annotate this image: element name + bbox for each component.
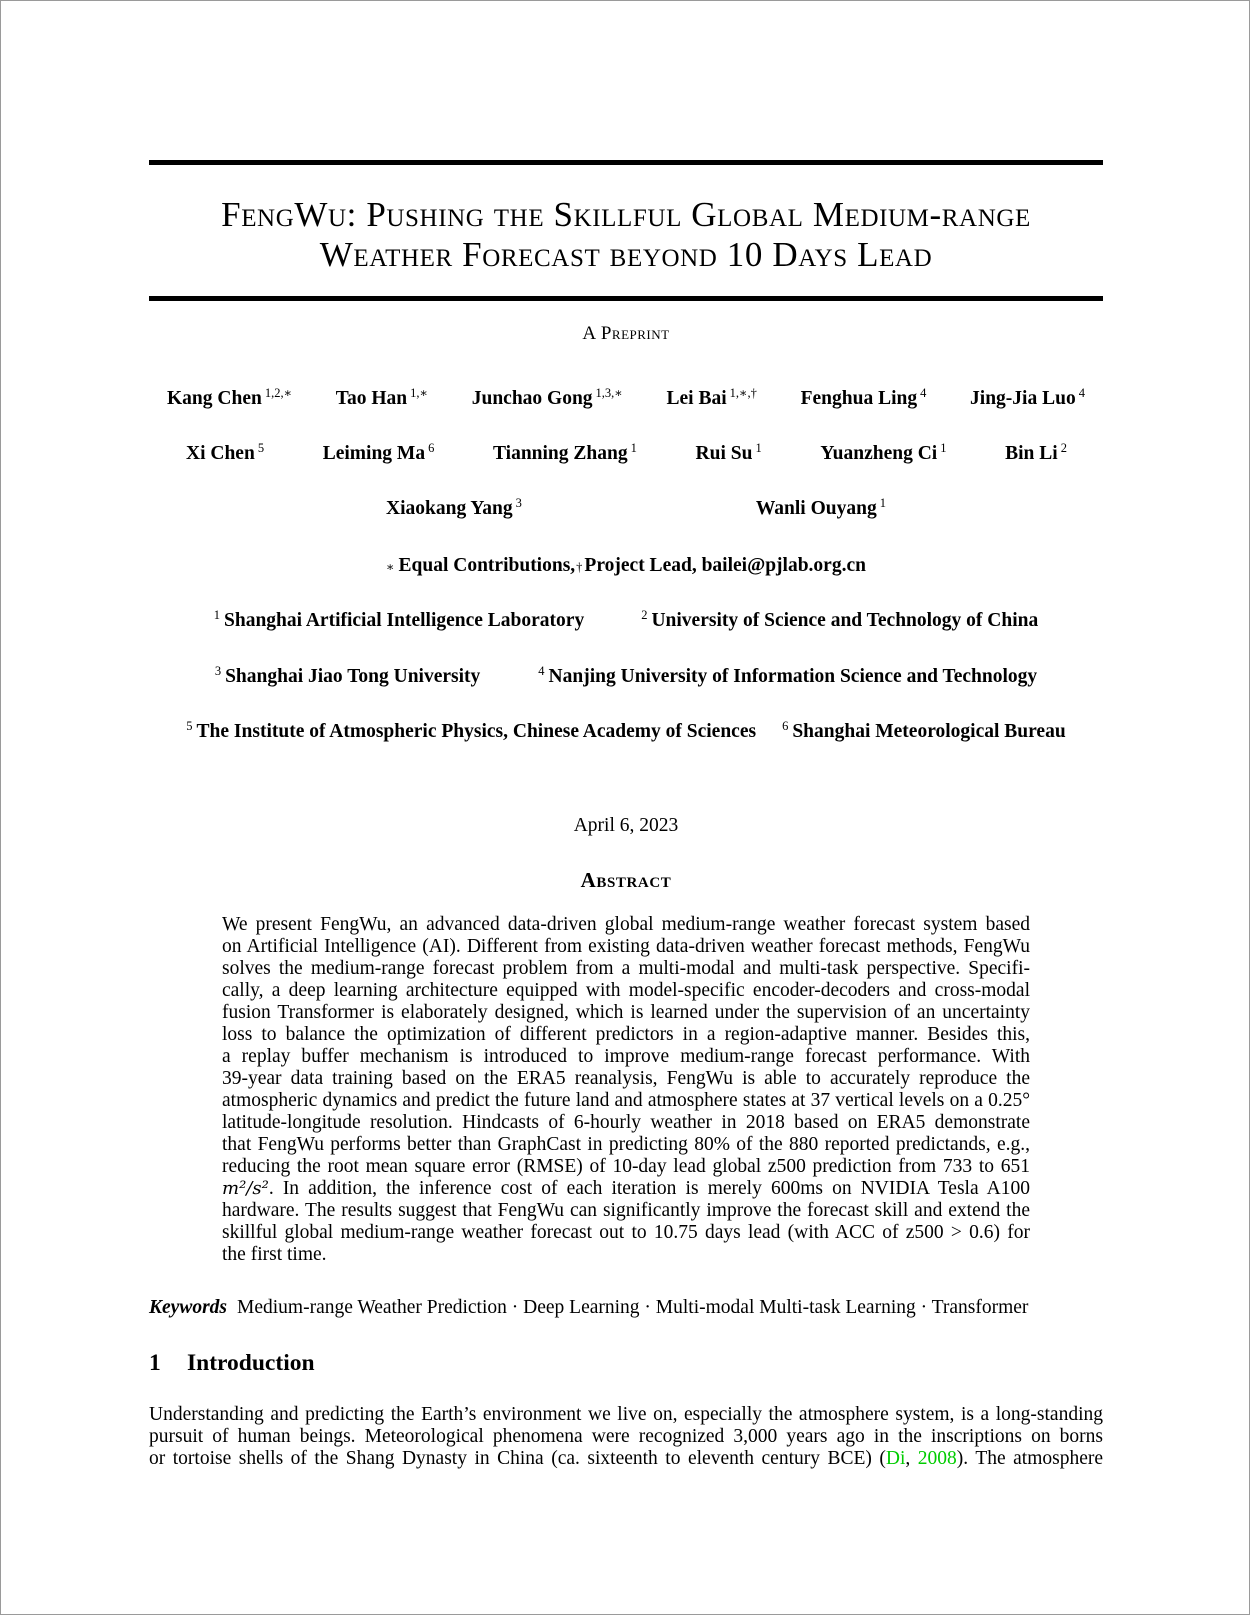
abstract-line: loss to balance the optimization of different predictors in a region-adaptive manner. Besides this, <box>222 1024 1030 1045</box>
author-row-2 <box>149 443 1103 465</box>
abstract-line: cally, a deep learning architecture equipped with model-specific encoder-decoders and cross-modal <box>222 980 1030 1001</box>
title-top-rule <box>149 160 1103 165</box>
abstract-body <box>222 914 1030 1266</box>
citation-link[interactable]: Di, 2008 <box>885 1448 957 1469</box>
preprint-label: A Preprint <box>582 323 670 344</box>
author: Tao Han $^{1,∗}$ <box>335 386 429 409</box>
contribution-note: ∗ Equal Contributions, † Project Lead, bailei@pjlab.org.cn <box>386 555 866 576</box>
math-units: m²/s² <box>222 1178 269 1199</box>
publication-date: April 6, 2023 <box>573 815 679 836</box>
intro-line: pursuit of human beings. Meteorological phenomena were recognized 3,000 years ago in the inscriptions on borns <box>149 1426 1103 1447</box>
affiliation: $^3$ Shanghai Jiao Tong University <box>214 664 481 687</box>
abstract-line: fusion Transformer is elaborately designed, which is learned under the supervision of an uncertainty <box>222 1002 1030 1023</box>
abstract-line: latitude-longitude resolution. Hindcasts of 6-hourly weather in 2018 based on ERA5 demonstrate <box>222 1112 1030 1133</box>
section-title: Introduction <box>187 1350 315 1376</box>
author: Bin Li $^2$ <box>1005 441 1067 464</box>
affiliation: $^6$ Shanghai Meteorological Bureau <box>782 719 1066 742</box>
abstract-line: that FengWu performs better than GraphCast in predicting 80% of the 880 reported predictands, e.g., <box>222 1134 1030 1155</box>
title-line-2: Weather Forecast beyond 10 Days Lead <box>319 235 933 274</box>
author: Lei Bai $^{1,∗,\dagger}$ <box>666 386 757 409</box>
contact-email: Project Lead, bailei@pjlab.org.cn <box>584 555 866 576</box>
abstract-line: m²/s². In addition, the inference cost of each iteration is merely 600ms on NVIDIA Tesla A100 <box>222 1178 1030 1199</box>
title-bottom-rule <box>149 296 1103 301</box>
abstract-line: the first time. <box>222 1244 327 1265</box>
author: Xiaokang Yang $^3$ <box>386 496 522 519</box>
affiliation-row-3 <box>149 721 1103 743</box>
abstract-line: on Artificial Intelligence (AI). Different from existing data-driven weather forecast methods, FengWu <box>222 936 1030 957</box>
author: Leiming Ma $^6$ <box>322 441 435 464</box>
affiliation: $^1$ Shanghai Artificial Intelligence Laboratory <box>213 608 585 631</box>
keywords-label: Keywords <box>149 1297 227 1318</box>
abstract-line: a replay buffer mechanism is introduced to improve medium-range forecast performance. With <box>222 1046 1030 1067</box>
author-row-3 <box>149 498 1103 520</box>
affiliation: $^4$ Nanjing University of Information Science and Technology <box>538 664 1038 687</box>
intro-line: or tortoise shells of the Shang Dynasty in China (ca. sixteenth to eleventh century BCE) (Di, 2008). The atmosphere <box>149 1448 1104 1469</box>
affiliation-row-2 <box>149 666 1103 688</box>
intro-paragraph <box>149 1404 1103 1470</box>
author: Rui Su $^1$ <box>695 441 762 464</box>
affiliation-row-1 <box>149 610 1103 632</box>
title-line-1: FengWu: Pushing the Skillful Global Medium-range <box>221 195 1031 234</box>
abstract-heading: Abstract <box>580 868 672 892</box>
abstract-line: We present FengWu, an advanced data-driven global medium-range weather forecast system based <box>222 914 1030 935</box>
intro-line: Understanding and predicting the Earth’s environment we live on, especially the atmosphere system, is a long-standing <box>149 1404 1103 1425</box>
abstract-line: reducing the root mean square error (RMSE) of 10-day lead global z500 prediction from 733 to 651 <box>222 1156 1030 1177</box>
affiliation: $^5$ The Institute of Atmospheric Physics, Chinese Academy of Sciences <box>186 719 757 742</box>
author: Jing-Jia Luo $^4$ <box>970 386 1085 409</box>
section-heading <box>149 1350 315 1377</box>
abstract-line: 39-year data training based on the ERA5 reanalysis, FengWu is able to accurately reproduce the <box>222 1068 1030 1089</box>
author: Fenghua Ling $^4$ <box>800 386 927 409</box>
section-number: 1 <box>149 1350 161 1376</box>
keywords <box>149 1297 1103 1319</box>
author: Yuanzheng Ci $^1$ <box>820 441 947 464</box>
abstract-line: solves the medium-range forecast problem from a multi-modal and multi-task perspective. Specifi- <box>222 958 1030 979</box>
affiliation: $^2$ University of Science and Technology of China <box>641 608 1039 631</box>
author: Xi Chen $^5$ <box>186 441 265 464</box>
abstract-line: hardware. The results suggest that FengWu can significantly improve the forecast skill and extend the <box>222 1200 1030 1221</box>
paper-title <box>149 195 1103 275</box>
abstract-line: atmospheric dynamics and predict the future land and atmosphere states at 37 vertical levels on a 0.25° <box>222 1090 1030 1111</box>
author: Wanli Ouyang $^1$ <box>755 496 886 519</box>
author: Junchao Gong $^{1,3,∗}$ <box>471 386 623 409</box>
keywords-list: Medium-range Weather Prediction · Deep Learning · Multi-modal Multi-task Learning · Transformer <box>237 1297 1029 1318</box>
author-row-1 <box>149 388 1103 410</box>
author: Kang Chen $^{1,2,∗}$ <box>167 386 293 409</box>
author: Tianning Zhang $^1$ <box>493 441 637 464</box>
abstract-line: skillful global medium-range weather forecast out to 10.75 days lead (with ACC of z500 > 0.6) for <box>222 1222 1030 1243</box>
